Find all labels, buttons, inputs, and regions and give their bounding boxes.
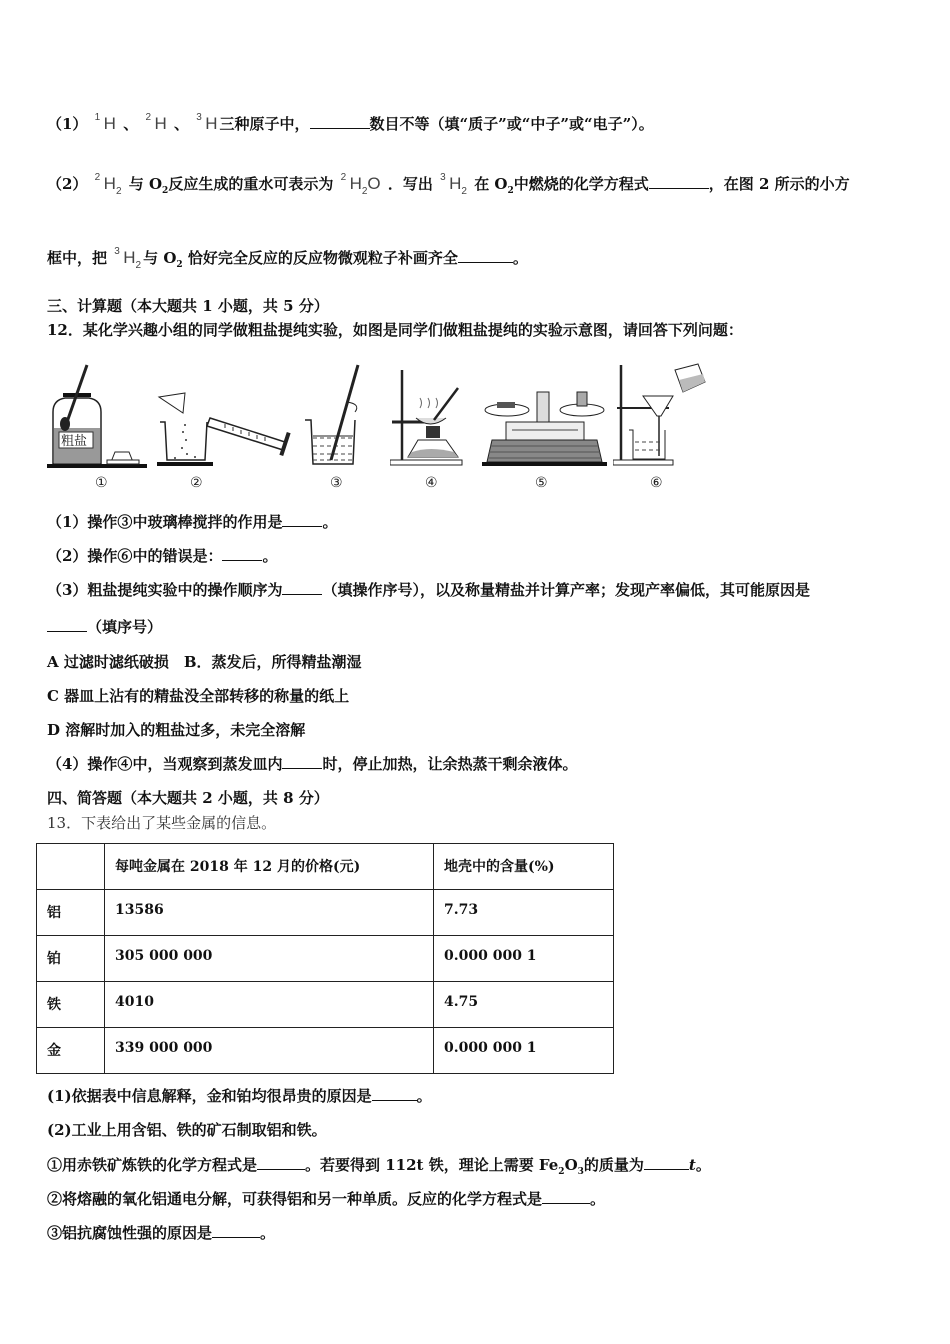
price-cell: 13586 (105, 890, 434, 936)
atom-count: 2 (361, 186, 368, 197)
text: 反应生成的重水可表示为 (168, 175, 334, 193)
isotope-1H (95, 114, 116, 134)
element-symbol: H (349, 174, 362, 193)
isotope-3H2 (440, 174, 467, 197)
figure-label-2: ② (190, 475, 203, 491)
bottle-label: 粗盐 (61, 434, 88, 449)
part-number: （2） (47, 175, 88, 193)
option-a-b: A 过滤时滤纸破损 B．蒸发后，所得精盐潮湿 (47, 653, 362, 671)
q11-part2 (47, 174, 850, 201)
answer-blank[interactable] (458, 248, 513, 263)
mass-number: 3 (196, 112, 202, 123)
content-cell: 0.000 000 1 (434, 1028, 614, 1074)
price-cell: 339 000 000 (105, 1028, 434, 1074)
content-cell: 7.73 (434, 890, 614, 936)
section-heading: 四、简答题（本大题共 2 小题，共 8 分） (47, 789, 329, 807)
text: （1）操作③中玻璃棒搅拌的作用是 (47, 513, 283, 531)
metal-name: 铝 (37, 890, 105, 936)
option-d: D 溶解时加入的粗盐过多，未完全溶解 (47, 721, 306, 739)
subscript: 3 (577, 1167, 584, 1177)
text: 数目不等（填“质子”或“中子”或“电子”）。 (369, 115, 654, 133)
mass-number: 1 (94, 112, 101, 123)
text: 恰好完全反应的反应物微观粒子补画齐全 (187, 249, 458, 267)
evaporation-figure (390, 360, 470, 470)
text: 。 (416, 1087, 432, 1105)
text: （4）操作④中，当观察到蒸发皿内 (47, 755, 283, 773)
text: 。 (262, 547, 278, 565)
part-number: （1） (47, 115, 88, 133)
reagent-bottle-figure (45, 360, 150, 470)
table-row (37, 936, 614, 982)
element-symbol: H (205, 114, 218, 133)
element-symbol: H (154, 114, 167, 133)
subscript: 2 (507, 186, 514, 196)
subscript: 2 (558, 1167, 565, 1177)
content-cell: 0.000 000 1 (434, 936, 614, 982)
q13-item1 (47, 1155, 711, 1182)
stirring-figure (303, 360, 373, 470)
atom-count: 2 (115, 186, 122, 197)
element-symbol: H (103, 114, 116, 133)
isotope-2H2 (95, 174, 122, 197)
header-cell: 每吨金属在 2018 年 12 月的价格(元) (105, 844, 434, 890)
figure-label-1: ① (95, 475, 108, 491)
text: O (564, 1156, 578, 1174)
figure-label-3: ③ (330, 475, 343, 491)
text: 框中，把 (47, 249, 108, 267)
element-symbol: H (103, 174, 116, 193)
section-heading: 三、计算题（本大题共 1 小题，共 5 分） (47, 297, 329, 315)
price-cell: 4010 (105, 982, 434, 1028)
answer-blank[interactable] (542, 1189, 590, 1204)
text: 。 (322, 513, 338, 531)
text: 。 (260, 1224, 276, 1242)
answer-blank[interactable] (372, 1086, 417, 1101)
text: （2）操作⑥中的错误是： (47, 547, 223, 565)
text: ②将熔融的氧化铝通电分解，可获得铝和另一种单质。反应的化学方程式是 (47, 1190, 543, 1208)
separator: 、 (123, 115, 139, 133)
text: 。 (695, 1156, 711, 1174)
metal-name: 铁 (37, 982, 105, 1028)
table-row (37, 890, 614, 936)
heavy-water-formula (341, 174, 381, 197)
header-cell: 地壳中的含量(%) (434, 844, 614, 890)
text: (1)依据表中信息解释，金和铂均很昂贵的原因是 (47, 1087, 372, 1105)
header-cell (37, 844, 105, 890)
balance-figure (482, 360, 607, 470)
text: ①用赤铁矿炼铁的化学方程式是 (47, 1156, 258, 1174)
dissolving-figure (155, 360, 295, 470)
q12-sub2 (47, 546, 277, 566)
question-stem: 13．下表给出了某些金属的信息。 (47, 814, 277, 832)
question-stem: 12．某化学兴趣小组的同学做粗盐提纯实验，如图是同学们做粗盐提纯的实验示意图，请回答下列问题： (47, 321, 743, 339)
text: 与 O (128, 175, 163, 193)
price-cell: 305 000 000 (105, 936, 434, 982)
answer-blank[interactable] (47, 617, 87, 632)
mass-number: 3 (114, 246, 120, 257)
element-symbol: H (123, 248, 136, 267)
text: （填序号） (87, 618, 163, 636)
table-header-row (37, 844, 614, 890)
q11-part2-cont (47, 248, 528, 275)
answer-blank[interactable] (282, 512, 322, 527)
q13-item2 (47, 1189, 605, 1209)
text: 。若要得到 112t 铁，理论上需要 Fe (305, 1156, 559, 1174)
q11-part1 (47, 114, 654, 134)
q12-sub3 (47, 580, 810, 600)
figure-label-6: ⑥ (650, 475, 663, 491)
answer-blank[interactable] (310, 114, 370, 129)
isotope-3H (196, 114, 217, 134)
text: 。 (590, 1190, 606, 1208)
text: 的质量为 (583, 1156, 644, 1174)
figure-label-4: ④ (425, 475, 438, 491)
text: （填操作序号），以及称量精盐并计算产率；发现产率偏低，其可能原因是 (322, 581, 810, 599)
q13-sub2: (2)工业上用含铝、铁的矿石制取铝和铁。 (47, 1121, 327, 1139)
subscript: 2 (162, 186, 169, 196)
q12-sub1 (47, 512, 337, 532)
answer-blank[interactable] (644, 1155, 689, 1170)
answer-blank[interactable] (649, 174, 709, 189)
text: 中燃烧的化学方程式 (513, 175, 649, 193)
metals-table (36, 843, 614, 1074)
mass-number: 2 (94, 172, 101, 183)
text: ，在图 2 所示的小方 (708, 175, 850, 193)
metal-name: 金 (37, 1028, 105, 1074)
unit: t (688, 1156, 696, 1174)
metal-name: 铂 (37, 936, 105, 982)
option-c: C 器皿上沾有的精盐没全部转移的称量的纸上 (47, 687, 350, 705)
text: 与 O (143, 249, 177, 267)
table-row (37, 1028, 614, 1074)
element-symbol: H (449, 174, 462, 193)
atom-count: 2 (461, 186, 467, 197)
text: ③铝抗腐蚀性强的原因是 (47, 1224, 213, 1242)
isotope-3H2 (114, 248, 141, 271)
text: 三种原子中， (219, 115, 310, 133)
text: ．写出 (387, 175, 433, 193)
mass-number: 3 (440, 172, 446, 183)
figure-label-5: ⑤ (535, 475, 548, 491)
text: 在 O (474, 175, 508, 193)
text: 。 (512, 249, 528, 267)
mass-number: 2 (340, 172, 347, 183)
answer-blank[interactable] (282, 580, 322, 595)
mass-number: 2 (145, 112, 151, 123)
table-row (37, 982, 614, 1028)
q13-item3 (47, 1223, 275, 1243)
q13-sub1 (47, 1086, 432, 1106)
filtration-figure (613, 360, 713, 470)
answer-blank[interactable] (222, 546, 262, 561)
q12-sub4 (47, 754, 577, 774)
isotope-2H (145, 114, 166, 134)
separator: 、 (173, 115, 189, 133)
subscript: 2 (176, 260, 183, 270)
text: 时，停止加热，让余热蒸干剩余液体。 (322, 755, 578, 773)
q12-sub3-cont (47, 617, 162, 637)
atom-count: 2 (135, 260, 142, 271)
experiment-figures (45, 360, 715, 495)
answer-blank[interactable] (282, 754, 322, 769)
text: （3）粗盐提纯实验中的操作顺序为 (47, 581, 283, 599)
content-cell: 4.75 (434, 982, 614, 1028)
answer-blank[interactable] (257, 1155, 305, 1170)
element-symbol: O (367, 174, 381, 193)
answer-blank[interactable] (212, 1223, 260, 1238)
